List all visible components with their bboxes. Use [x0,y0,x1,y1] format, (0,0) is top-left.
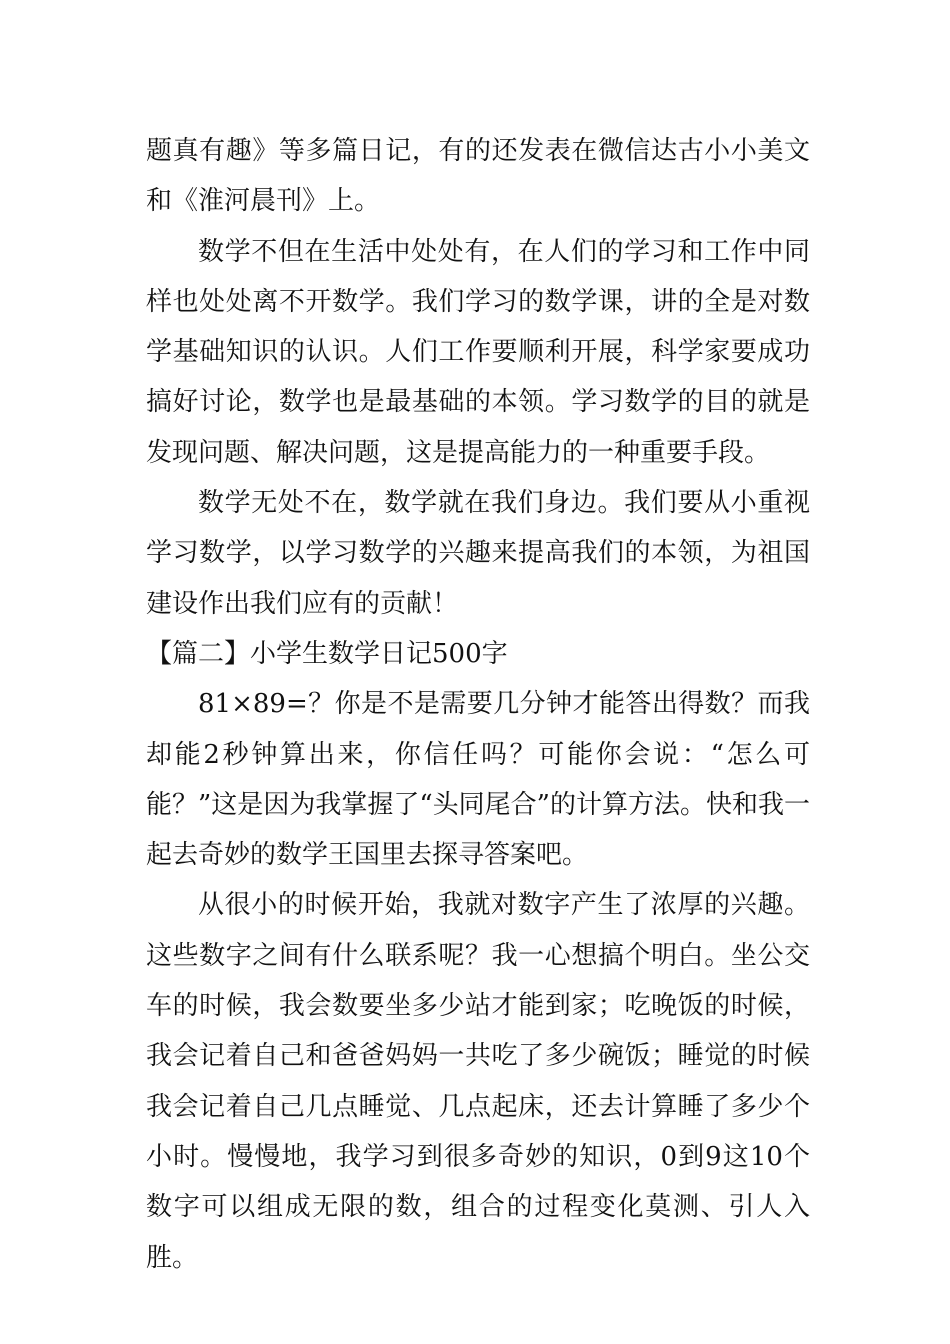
paragraph-math-everywhere: 数学不但在生活中处处有，在人们的学习和工作中同样也处处离不开数学。我们学习的数学课，讲的全是对数学基础知识的认识。人们工作要顺利开展，科学家要成功搞好讨论，数学也是最基础的本领。学习数学的目的就是发现问题、解决问题，这是提高能力的一种重要手段。 [146,236,810,468]
paragraph-math-nearby: 数学无处不在，数学就在我们身边。我们要从小重视学习数学，以学习数学的兴趣来提高我们的本领，为祖国建设作出我们应有的贡献！ [146,488,810,619]
paragraph-continuation: 题真有趣》等多篇日记，有的还发表在微信达古小小美文和《淮河晨刊》上。 [146,136,810,217]
paragraph-quick-calc: 81×89=？你是不是需要几分钟才能答出得数？而我却能2秒钟算出来，你信任吗？可能你会说：“怎么可能？”这是因为我掌握了“头同尾合”的计算方法。快和我一起去奇妙的数学王国里去探寻答案吧。 [146,689,810,871]
document-body [146,126,810,1283]
section-heading: 【篇二】小学生数学日记500字 [146,638,508,669]
paragraph-number-interest: 从很小的时候开始，我就对数字产生了浓厚的兴趣。这些数字之间有什么联系呢？我一心想搞个明白。坐公交车的时候，我会数要坐多少站才能到家；吃晚饭的时候，我会记着自己和爸爸妈妈一共吃了多少碗饭；睡觉的时候我会记着自己几点睡觉、几点起床，还去计算睡了多少个小时。慢慢地，我学习到很多奇妙的知识，0到9这10个数字可以组成无限的数，组合的过程变化莫测、引人入胜。 [146,890,810,1273]
